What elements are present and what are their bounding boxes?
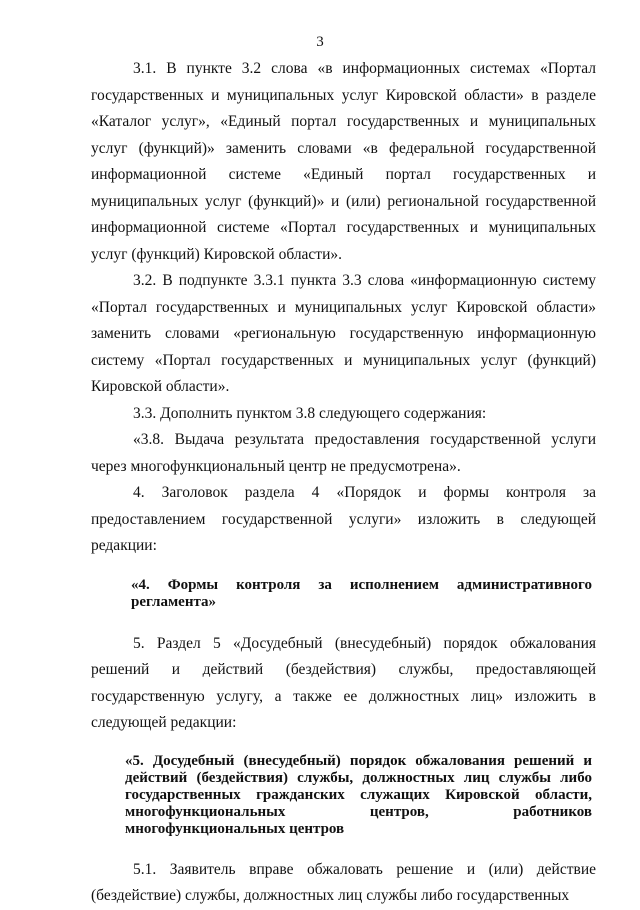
paragraph-4: 4. Заголовок раздела 4 «Порядок и формы контроля за предоставлением государственной услуги» изложить в следующей редакции: [91,484,596,554]
paragraph-3-8-quote: «3.8. Выдача результата предоставления государственной услуги через многофункциональный центр не предусмотрена». [91,431,596,475]
paragraph-5: 5. Раздел 5 «Досудебный (внесудебный) порядок обжалования решений и действий (бездействия) службы, предоставляющей государственную услугу, а также ее должностных лиц» изложить в следующей редакции: [91,634,596,731]
document-body [91,56,596,910]
paragraph-3-2: 3.2. В подпункте 3.3.1 пункта 3.3 слова «информационную систему «Портал государственных и муниципальных услуг Кировской области» заменить словами «региональную государственную информационную систему «Портал государственных и муниципальных услуг (функций) Кировской области». [91,272,596,395]
paragraph-3-1: 3.1. В пункте 3.2 слова «в информационных системах «Портал государственных и муниципальных услуг Кировской области» в разделе «Каталог услуг», «Единый портал государственных и муниципальных услуг (функций)» заменить словами «в федеральной государственной информационной системе «Единый портал государственных и муниципальных услуг (функций)» и (или) региональной государственной информационной системе «Портал государственных и муниципальных услуг (функций) Кировской области». [91,60,596,263]
section-heading-4: «4. Формы контроля за исполнением административного регламента» [131,576,592,610]
paragraph-5-1: 5.1. Заявитель вправе обжаловать решение и (или) действие (бездействие) службы, должностных лиц службы либо государственных [91,860,596,904]
section-heading-5: «5. Досудебный (внесудебный) порядок обжалования решений и действий (бездействия) службы, должностных лиц службы либо государственных гражданских служащих Кировской области, многофункциональных центров, работников многофункциональных центров [125,752,592,837]
page-number: 3 [316,34,324,50]
paragraph-3-3: 3.3. Дополнить пунктом 3.8 следующего содержания: [133,404,487,422]
